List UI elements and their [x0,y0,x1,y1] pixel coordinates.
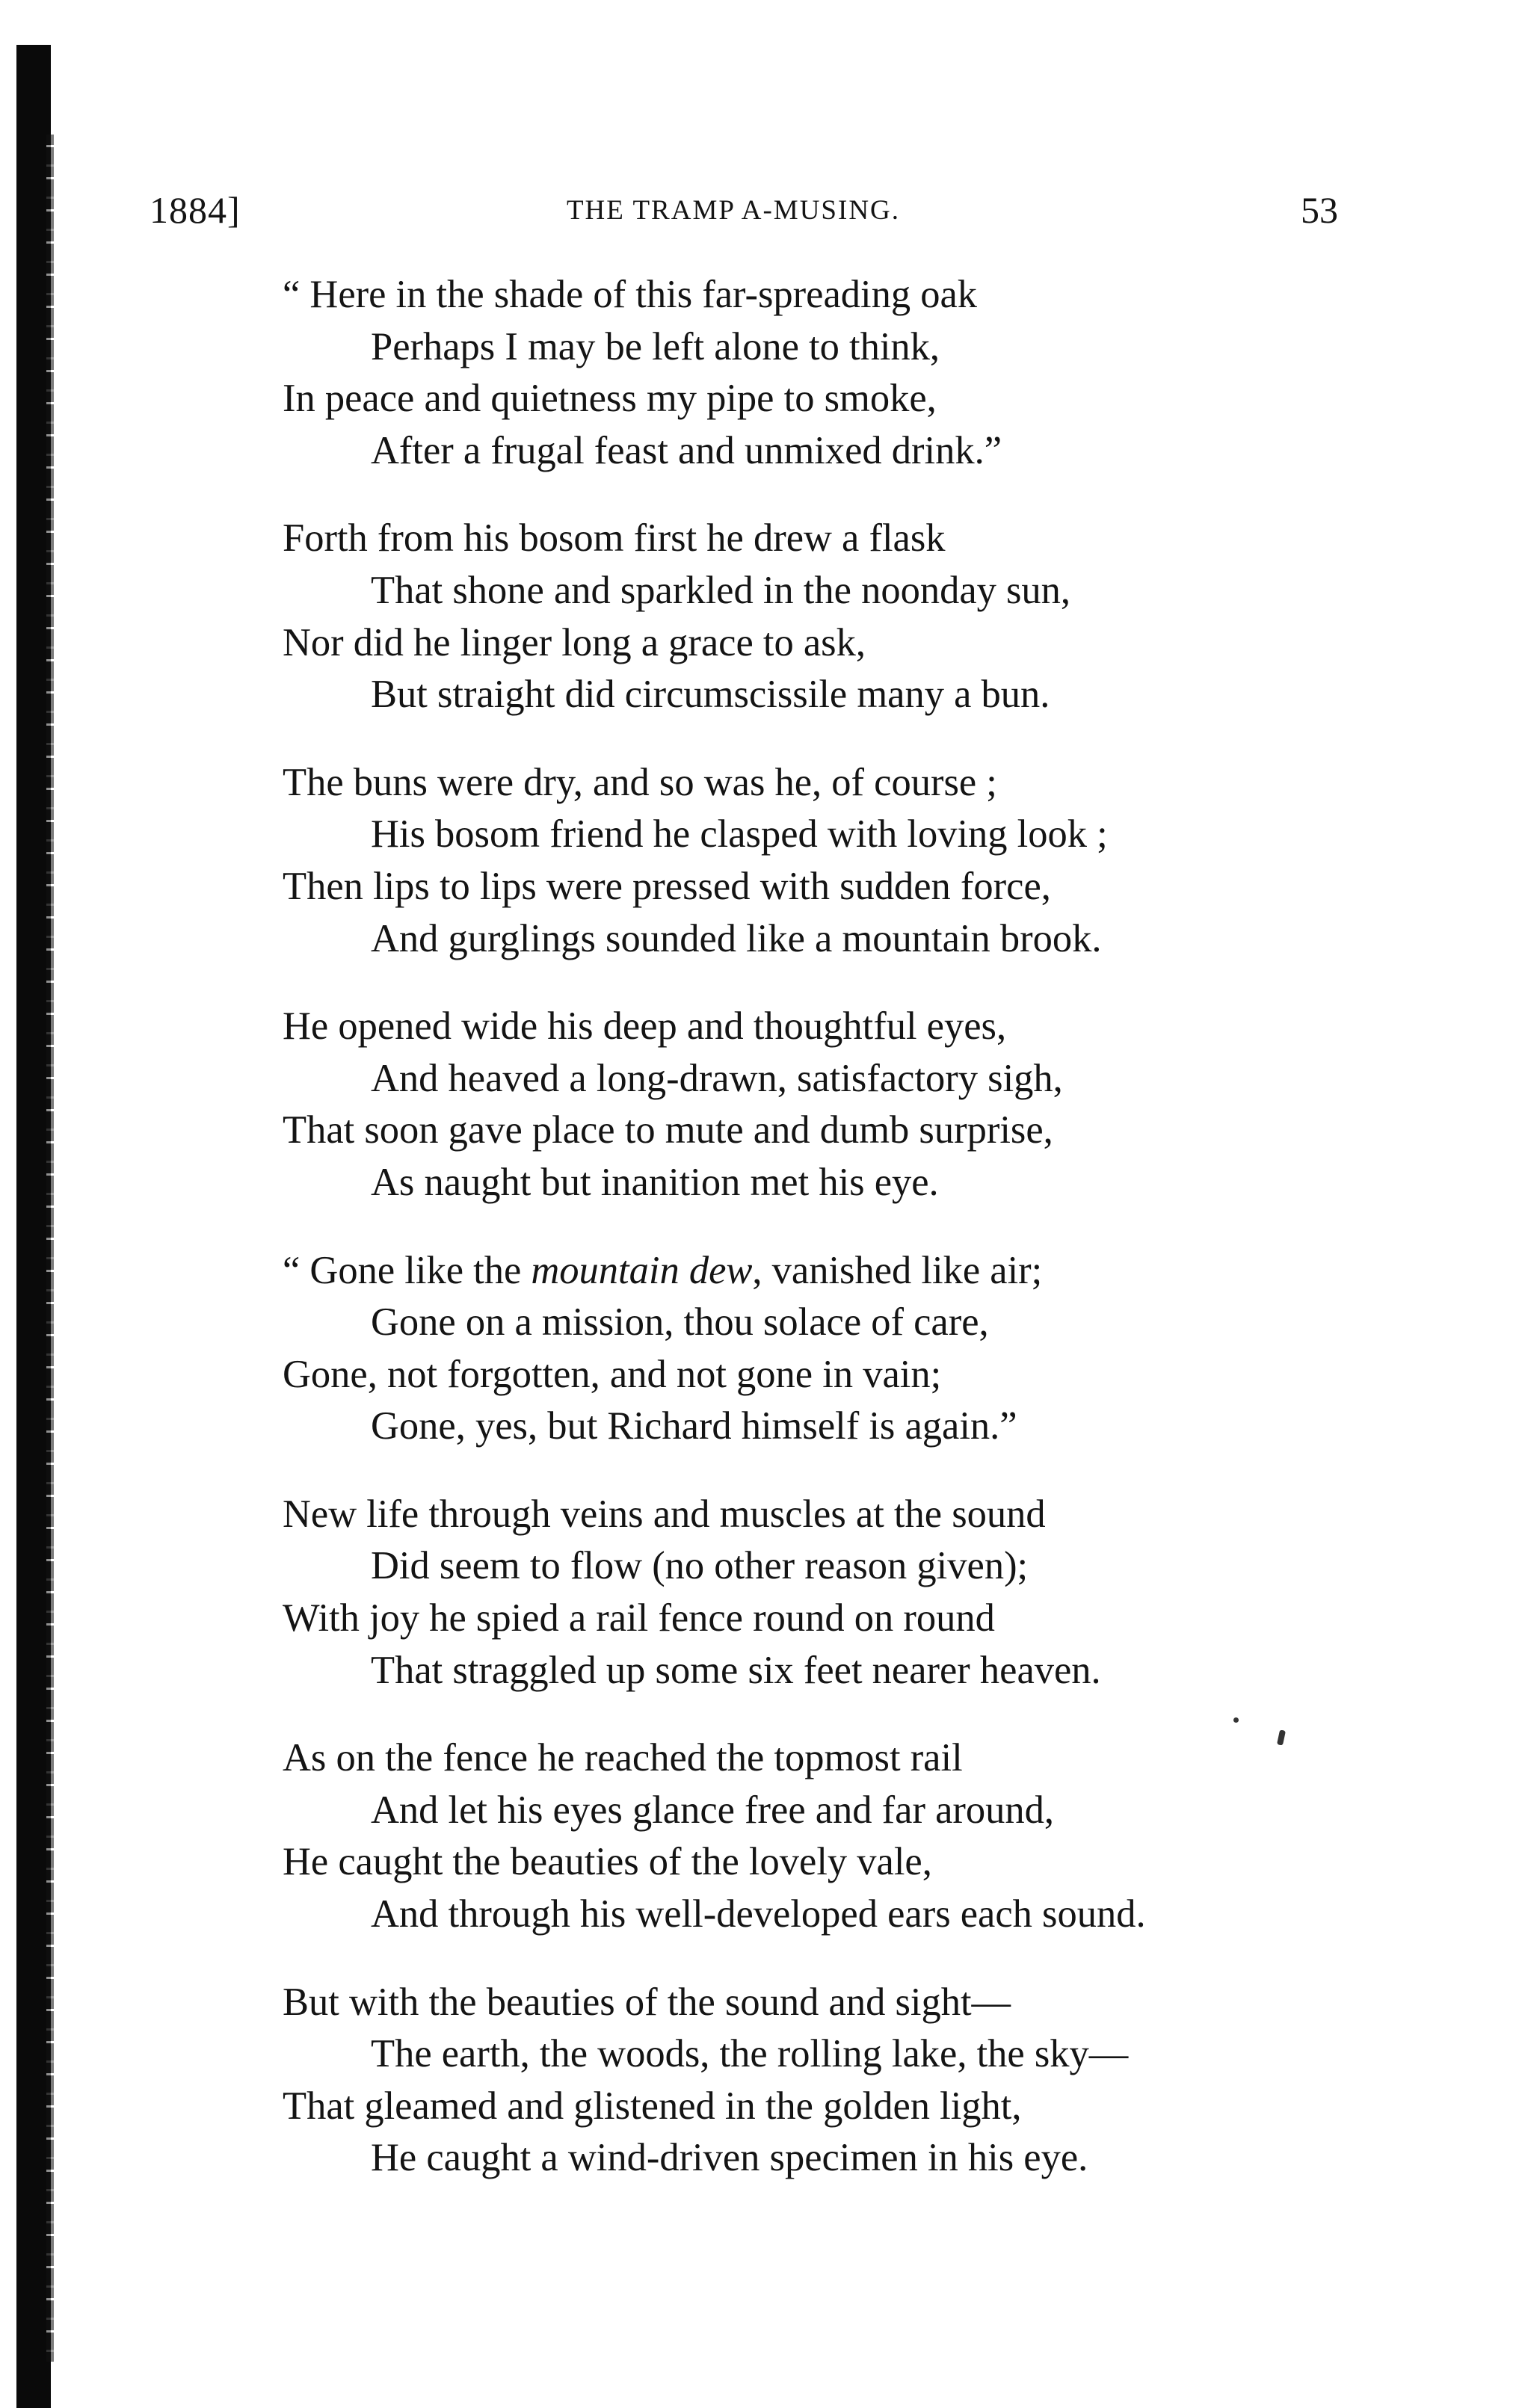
poem-line: With joy he spied a rail fence round on round [283,1596,995,1640]
poem-line: As naught but inanition met his eye. [371,1160,939,1204]
poem-body [283,269,1329,2220]
poem-line: He caught the beauties of the lovely vale, [283,1840,932,1884]
poem-line: And gurglings sounded like a mountain brook. [371,916,1102,960]
stanza [283,1977,1329,2185]
page-number: 53 [1301,189,1338,231]
poem-line: That shone and sparkled in the noonday sun, [371,568,1071,612]
print-speck [1233,1717,1239,1723]
poem-line: Gone, not forgotten, and not gone in vain; [283,1352,942,1396]
stanza [283,513,1329,720]
poem-line: Nor did he linger long a grace to ask, [283,620,866,664]
poem-line: And through his well-developed ears each sound. [371,1892,1146,1936]
poem-line: That straggled up some six feet nearer heaven. [371,1648,1101,1692]
poem-line: Gone on a mission, thou solace of care, [371,1300,989,1345]
poem-line: New life through veins and muscles at the sound [283,1492,1046,1536]
stanza [283,1245,1329,1453]
page-binding-edge [16,45,51,2408]
poem-line: But with the beauties of the sound and sight— [283,1980,1011,2024]
poem-line: And heaved a long-drawn, satisfactory sigh, [371,1056,1063,1100]
poem-line: Gone, yes, but Richard himself is again.” [371,1404,1017,1448]
poem-line: His bosom friend he clasped with loving look ; [371,812,1108,856]
poem-line: That gleamed and glistened in the golden light, [283,2084,1022,2128]
poem-line: But straight did circumscissile many a bun. [371,673,1050,717]
poem-line: After a frugal feast and unmixed drink.” [371,428,1002,472]
stanza [283,269,1329,477]
running-head-year: 1884] [150,189,241,231]
stanza [283,1001,1329,1208]
poem-line: Did seem to flow (no other reason given); [371,1544,1029,1588]
poem-line: In peace and quietness my pipe to smoke, [283,377,937,421]
poem-line: And let his eyes glance free and far around, [371,1788,1054,1832]
poem-line: He caught a wind-driven specimen in his eye. [371,2136,1088,2180]
poem-line: Perhaps I may be left alone to think, [371,324,940,368]
poem-line: “ Gone like the mountain dew, vanished like air; [283,1248,1043,1292]
poem-line: He opened wide his deep and thoughtful eyes, [283,1004,1007,1049]
poem-line: The earth, the woods, the rolling lake, the sky— [371,2032,1129,2076]
running-header [150,188,1338,241]
poem-line: That soon gave place to mute and dumb surprise, [283,1108,1053,1152]
poem-line: Then lips to lips were pressed with sudden force, [283,864,1051,908]
poem-line: The buns were dry, and so was he, of course ; [283,760,997,804]
poem-line: As on the fence he reached the topmost rail [283,1736,963,1780]
italic-phrase: mountain dew [531,1248,753,1292]
stanza [283,757,1329,965]
poem-line: Forth from his bosom first he drew a flask [283,516,946,561]
stanza [283,1489,1329,1697]
running-head-title: THE TRAMP A-MUSING. [566,195,901,226]
stanza [283,1732,1329,1940]
poem-line: “ Here in the shade of this far-spreading oak [283,273,978,316]
